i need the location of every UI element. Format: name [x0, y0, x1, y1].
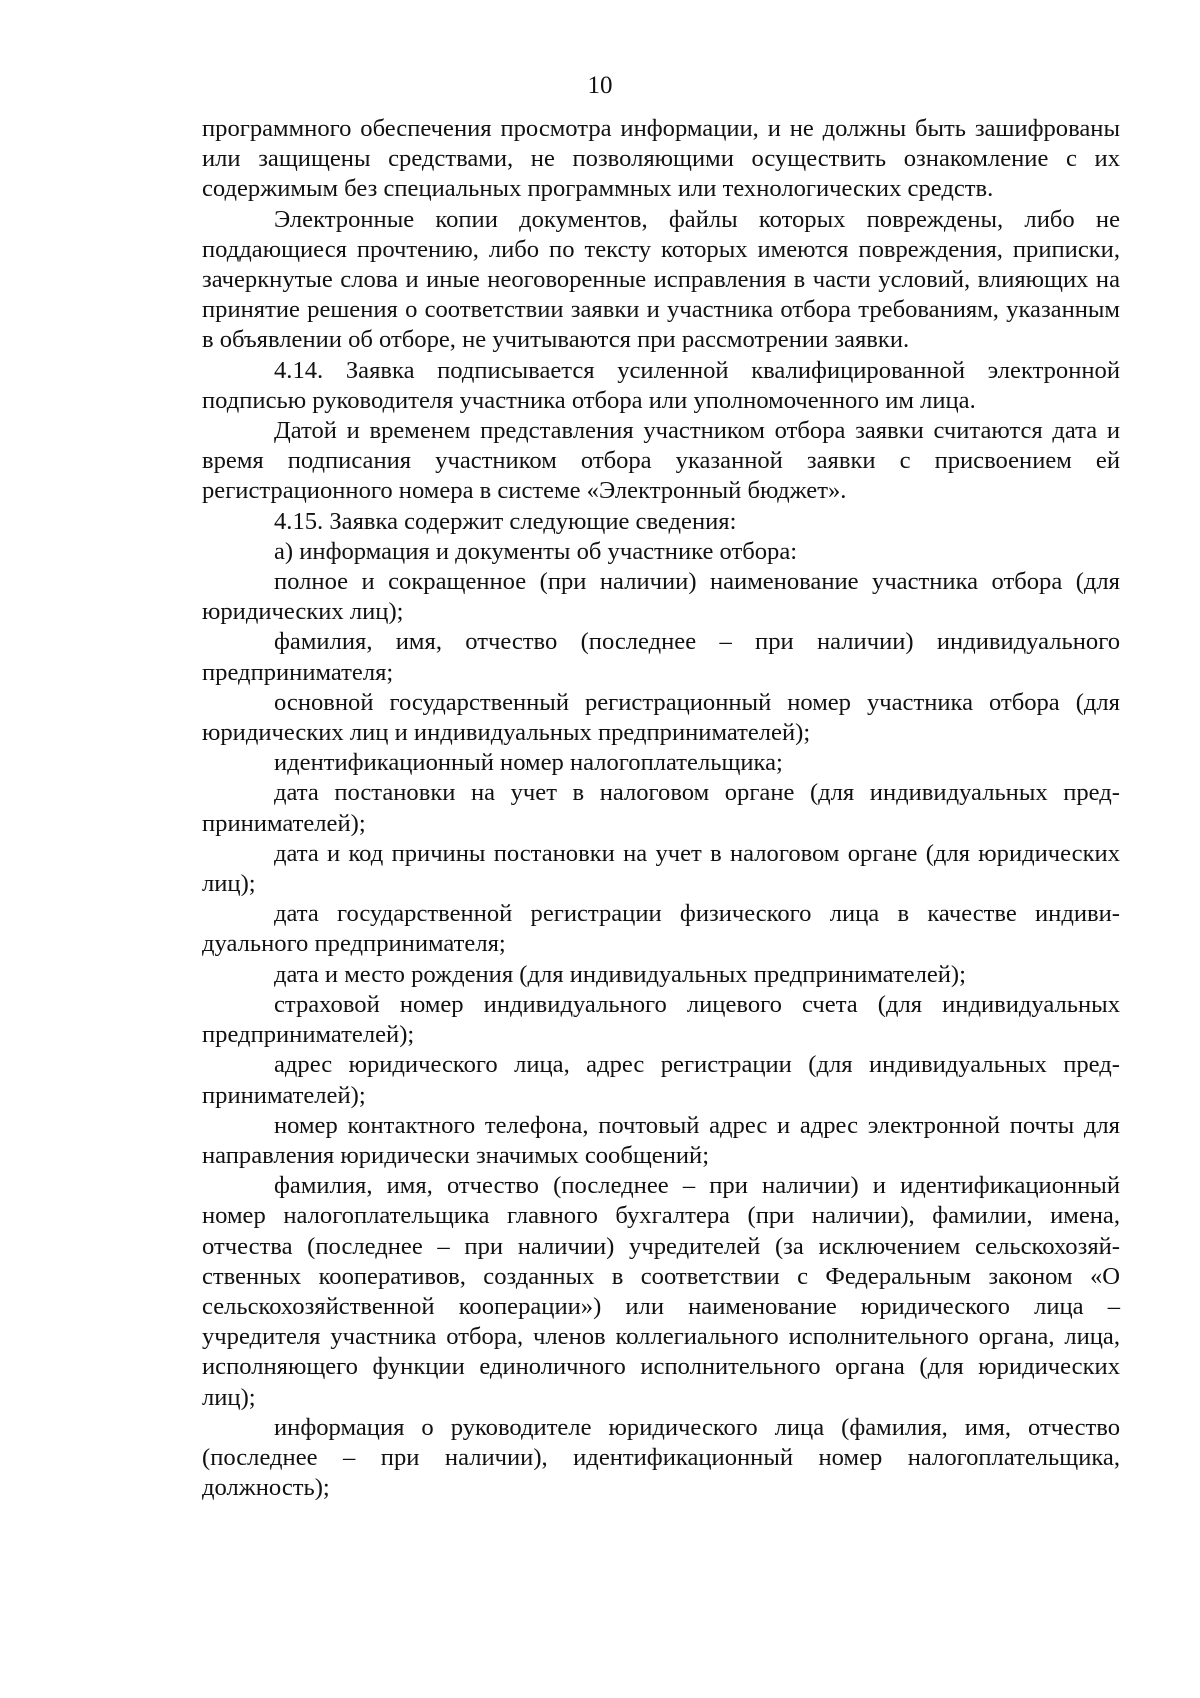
paragraph-subitem-a: а) информация и документы об участнике отбора:: [274, 537, 798, 565]
list-item: номер контактного телефона, почтовый адрес и адрес электронной почты для направления юридически значимых сообщений;: [202, 1111, 1120, 1169]
list-item: фамилия, имя, отчество (последнее – при наличии) индивидуального предпринимателя;: [202, 628, 1120, 686]
paragraph-4-15: 4.15. Заявка содержит следующие сведения:: [274, 507, 737, 535]
list-item: страховой номер индивидуального лицевого счета (для индивидуальных предпринимателей);: [202, 990, 1120, 1049]
list-item: фамилия, имя, отчество (последнее – при наличии) и идентификационный номер налогоплательщика главного бухгалтера (при наличии), фамилии, имена, отчества (последнее – при наличии) учредителей (за исключением сельскохозяйственных кооперативов, созданных в соответствии с Федеральным законом «О сельскохозяйственной кооперации») или наименование юридического лица – учредителя участника отбора, членов коллегиального исполнительного органа, лица, исполняющего функции единоличного исполнительного органа (для юридических лиц);: [202, 1172, 1120, 1411]
paragraph-submission-date: Датой и временем представления участником отбора заявки считаются дата и время подписания участником отбора указанной заявки с присвоением ей регистрационного номера в системе «Электронный бюджет».: [202, 417, 1120, 505]
list-item: идентификационный номер налогоплательщика;: [274, 749, 783, 777]
list-item: основной государственный регистрационный номер участника отбора (для юридических лиц и индивидуальных предпринимателей);: [202, 688, 1120, 747]
list-item: дата государственной регистрации физического лица в качестве индивидуального предпринимателя;: [202, 900, 1120, 958]
list-item: дата и место рождения (для индивидуальных предпринимателей);: [274, 960, 966, 988]
paragraph-continuation: программного обеспечения просмотра информации, и не должны быть зашифрованы или защищены средствами, не позволяющими осуществить ознакомление с их содержимым без специальных программных или технологических средств.: [202, 115, 1120, 203]
page-number: 10: [587, 72, 613, 99]
list-item: адрес юридического лица, адрес регистрации (для индивидуальных предпринимателей);: [202, 1051, 1120, 1109]
paragraph-4-14: 4.14. Заявка подписывается усиленной квалифицированной электронной подписью руководителя участника отбора или уполномоченного им лица.: [202, 356, 1120, 414]
list-item: информация о руководителе юридического лица (фамилия, имя, отчество (последнее – при наличии), идентификационный номер налогоплательщика, должность);: [202, 1413, 1120, 1502]
list-item: полное и сокращенное (при наличии) наименование участника отбора (для юридических лиц);: [202, 568, 1120, 626]
paragraph-electronic-copies: Электронные копии документов, файлы которых повреждены, либо не поддающиеся прочтению, либо по тексту которых имеются повреждения, приписки, зачеркнутые слова и иные неоговоренные исправления в части условий, влияющих на принятие решения о соответствии заявки и участника отбора требованиям, указанным в объявлении об отборе, не учитываются при рассмотрении заявки.: [202, 205, 1120, 354]
document-body: [202, 114, 1120, 1503]
list-item: дата постановки на учет в налоговом органе (для индивидуальных предпринимателей);: [202, 779, 1120, 837]
list-item: дата и код причины постановки на учет в налоговом органе (для юридических лиц);: [202, 839, 1120, 898]
